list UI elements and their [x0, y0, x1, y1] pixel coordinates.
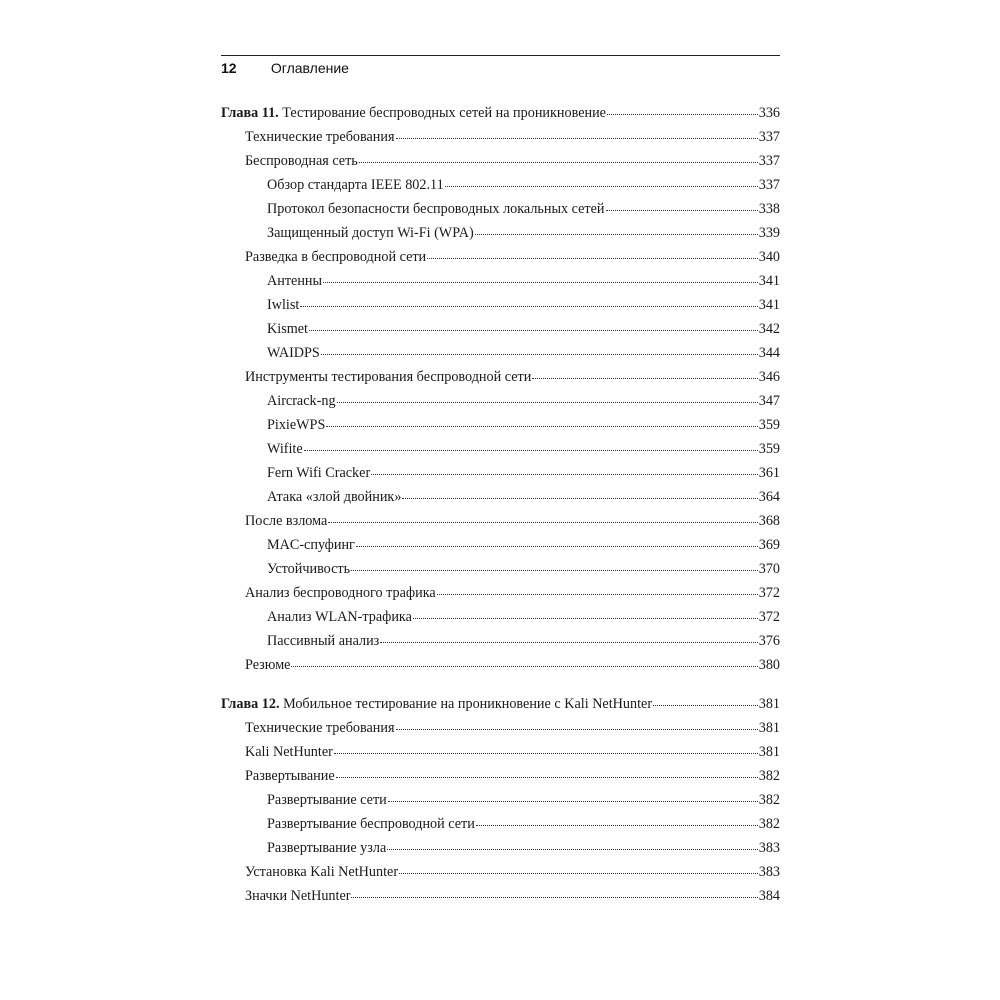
- toc-page-number: 336: [758, 105, 780, 121]
- toc-section-row[interactable]: [221, 149, 780, 173]
- toc-section-row[interactable]: [221, 509, 780, 533]
- toc-page-number: 337: [758, 153, 780, 169]
- toc-subsection-row[interactable]: [221, 389, 780, 413]
- toc-page-number: 341: [758, 297, 780, 313]
- chapter-name: Мобильное тестирование на проникновение с Kali NetHunter: [283, 696, 653, 712]
- chapter-name: Тестирование беспроводных сетей на проникновение: [282, 105, 606, 121]
- toc-page-number: 376: [758, 633, 780, 649]
- toc-subsection-row[interactable]: [221, 269, 780, 293]
- dot-leader: [532, 377, 757, 379]
- toc-entry-title: Защищенный доступ Wi-Fi (WPA): [267, 225, 474, 241]
- toc-section-row[interactable]: [221, 716, 780, 740]
- toc-entry-title: Атака «злой двойник»: [267, 489, 402, 505]
- toc-entry-title: Fern Wifi Cracker: [267, 465, 371, 481]
- dot-leader: [309, 329, 758, 331]
- toc-page-number: 359: [758, 417, 780, 433]
- dot-leader: [300, 305, 757, 307]
- toc-page-number: 384: [758, 888, 780, 904]
- dot-leader: [475, 233, 758, 235]
- toc-section-row[interactable]: [221, 245, 780, 269]
- toc-entry-title: Технические требования: [245, 129, 395, 145]
- toc-page-number: 339: [758, 225, 780, 241]
- dot-leader: [351, 896, 757, 898]
- toc-page-number: 337: [758, 177, 780, 193]
- toc-page-number: 372: [758, 609, 780, 625]
- toc-subsection-row[interactable]: [221, 293, 780, 317]
- toc-subsection-row[interactable]: [221, 788, 780, 812]
- dot-leader: [323, 281, 758, 283]
- dot-leader: [607, 113, 758, 115]
- dot-leader: [396, 728, 758, 730]
- toc-page-number: 341: [758, 273, 780, 289]
- toc-page-number: 361: [758, 465, 780, 481]
- chapter-label: Глава 11.: [221, 105, 279, 121]
- toc-chapter-row[interactable]: [221, 692, 780, 716]
- header-rule: [221, 55, 780, 56]
- toc-entry-title: Пассивный анализ: [267, 633, 380, 649]
- toc-page-number: 347: [758, 393, 780, 409]
- toc-entry-title: После взлома: [245, 513, 328, 529]
- toc-page-number: 382: [758, 816, 780, 832]
- toc-subsection-row[interactable]: [221, 173, 780, 197]
- dot-leader: [371, 473, 758, 475]
- toc-page-number: 346: [758, 369, 780, 385]
- dot-leader: [396, 137, 758, 139]
- toc-entry-title: WAIDPS: [267, 345, 320, 361]
- dot-leader: [336, 776, 758, 778]
- dot-leader: [653, 704, 758, 706]
- toc-page-number: 338: [758, 201, 780, 217]
- toc-subsection-row[interactable]: [221, 413, 780, 437]
- toc-subsection-row[interactable]: [221, 605, 780, 629]
- dot-leader: [359, 161, 758, 163]
- toc-entry-title: Анализ WLAN-трафика: [267, 609, 412, 625]
- toc-section-row[interactable]: [221, 653, 780, 677]
- toc-entry-title: Разведка в беспроводной сети: [245, 249, 427, 265]
- toc-page-number: 382: [758, 792, 780, 808]
- dot-leader: [388, 800, 758, 802]
- toc-entry-title: Развертывание беспроводной сети: [267, 816, 475, 832]
- toc-page-number: 381: [758, 696, 780, 712]
- dot-leader: [399, 872, 758, 874]
- toc-page-number: 383: [758, 864, 780, 880]
- toc-page-number: 368: [758, 513, 780, 529]
- toc-subsection-row[interactable]: [221, 437, 780, 461]
- toc-entry-title: Kali NetHunter: [245, 744, 333, 760]
- toc-page-number: 344: [758, 345, 780, 361]
- dot-leader: [351, 569, 758, 571]
- dot-leader: [387, 848, 757, 850]
- dot-leader: [328, 521, 757, 523]
- table-of-contents: [221, 101, 780, 908]
- toc-entry-title: Протокол безопасности беспроводных локальных сетей: [267, 201, 605, 217]
- dot-leader: [437, 593, 758, 595]
- toc-page-number: 342: [758, 321, 780, 337]
- toc-entry-title: Беспроводная сеть: [245, 153, 358, 169]
- toc-entry-title: Анализ беспроводного трафика: [245, 585, 436, 601]
- header-page-number: 12: [221, 60, 237, 76]
- toc-section-row[interactable]: [221, 740, 780, 764]
- toc-entry-title: Развертывание: [245, 768, 335, 784]
- dot-leader: [321, 353, 758, 355]
- chapter-title: [221, 101, 606, 125]
- toc-section-row[interactable]: [221, 581, 780, 605]
- dot-leader: [476, 824, 758, 826]
- toc-page-number: 381: [758, 744, 780, 760]
- toc-entry-title: Технические требования: [245, 720, 395, 736]
- toc-section-row[interactable]: [221, 125, 780, 149]
- toc-page-number: 359: [758, 441, 780, 457]
- dot-leader: [402, 497, 757, 499]
- toc-subsection-row[interactable]: [221, 836, 780, 860]
- toc-entry-title: Резюме: [245, 657, 291, 673]
- running-header: [221, 60, 349, 76]
- toc-subsection-row[interactable]: [221, 461, 780, 485]
- dot-leader: [337, 401, 758, 403]
- toc-entry-title: MAC-спуфинг: [267, 537, 355, 553]
- toc-section-row[interactable]: [221, 860, 780, 884]
- toc-page-number: 370: [758, 561, 780, 577]
- toc-entry-title: Развертывание сети: [267, 792, 387, 808]
- dot-leader: [334, 752, 758, 754]
- toc-page-number: 380: [758, 657, 780, 673]
- toc-subsection-row[interactable]: [221, 221, 780, 245]
- dot-leader: [291, 665, 757, 667]
- toc-page-number: 364: [758, 489, 780, 505]
- toc-subsection-row[interactable]: [221, 341, 780, 365]
- toc-section-row[interactable]: [221, 365, 780, 389]
- toc-page-number: 337: [758, 129, 780, 145]
- toc-entry-title: Инструменты тестирования беспроводной сети: [245, 369, 532, 385]
- toc-page-number: 383: [758, 840, 780, 856]
- dot-leader: [445, 185, 758, 187]
- toc-page-number: 340: [758, 249, 780, 265]
- toc-entry-title: Iwlist: [267, 297, 300, 313]
- dot-leader: [356, 545, 758, 547]
- toc-entry-title: Устойчивость: [267, 561, 351, 577]
- toc-chapter-row[interactable]: [221, 101, 780, 125]
- toc-entry-title: Значки NetHunter: [245, 888, 351, 904]
- toc-section-row[interactable]: [221, 884, 780, 908]
- chapter-gap: [221, 677, 780, 692]
- toc-page-number: 369: [758, 537, 780, 553]
- toc-entry-title: Развертывание узла: [267, 840, 387, 856]
- toc-page-number: 381: [758, 720, 780, 736]
- toc-subsection-row[interactable]: [221, 197, 780, 221]
- dot-leader: [413, 617, 758, 619]
- toc-entry-title: Антенны: [267, 273, 323, 289]
- toc-section-row[interactable]: [221, 764, 780, 788]
- toc-entry-title: Установка Kali NetHunter: [245, 864, 399, 880]
- header-title: Оглавление: [270, 60, 349, 76]
- toc-subsection-row[interactable]: [221, 317, 780, 341]
- chapter-label: Глава 12.: [221, 696, 280, 712]
- toc-subsection-row[interactable]: [221, 485, 780, 509]
- toc-page-number: 372: [758, 585, 780, 601]
- toc-subsection-row[interactable]: [221, 629, 780, 653]
- toc-subsection-row[interactable]: [221, 533, 780, 557]
- toc-entry-title: Обзор стандарта IEEE 802.11: [267, 177, 444, 193]
- toc-entry-title: PixieWPS: [267, 417, 326, 433]
- toc-subsection-row[interactable]: [221, 812, 780, 836]
- dot-leader: [326, 425, 757, 427]
- dot-leader: [380, 641, 757, 643]
- toc-page-number: 382: [758, 768, 780, 784]
- dot-leader: [606, 209, 758, 211]
- toc-entry-title: Kismet: [267, 321, 308, 337]
- chapter-title: [221, 692, 652, 716]
- toc-entry-title: Wifite: [267, 441, 303, 457]
- toc-subsection-row[interactable]: [221, 557, 780, 581]
- dot-leader: [427, 257, 758, 259]
- toc-entry-title: Aircrack-ng: [267, 393, 336, 409]
- dot-leader: [304, 449, 758, 451]
